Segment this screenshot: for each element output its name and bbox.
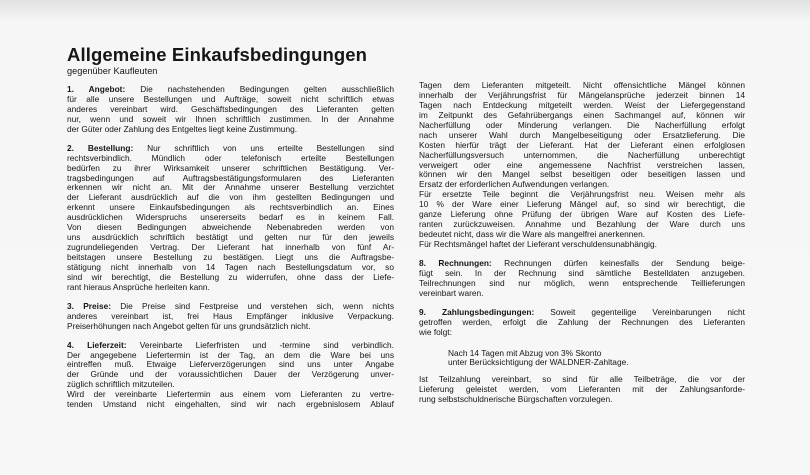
- right-column: [419, 81, 745, 405]
- paragraph-line: Ist Teilzahlung vereinbart, so sind für alle Teilbeträge, die vor der: [419, 375, 745, 385]
- paragraph-line: rant hieraus Ansprüche herleiten kann.: [67, 281, 210, 292]
- paragraph-line: Für ersetzte Teile beginnt die Verjährungsfrist neu. Weisen mehr als: [419, 190, 745, 200]
- paragraph-line: züglich schriftlich mitzuteilen.: [67, 379, 175, 390]
- paragraph-line: verweigert oder eine angemessene Nachfrist verstreichen lassen,: [419, 160, 745, 170]
- section-heading: 1. Angebot:: [67, 85, 126, 94]
- paragraph-line: vereinbart waren.: [419, 287, 484, 298]
- paragraph-line: für alle unsere Bestellungen und Aufträge, soweit nicht schriftlich etwas: [67, 94, 394, 104]
- paragraph-line: tenden Umstand nicht eingehalten, sind wir nach ergebnislosem Ablauf: [67, 400, 394, 410]
- paragraph-line: eintreffen muß. Etwaige Lieferverzögerungen sind uns unter Angabe: [67, 360, 394, 370]
- paragraph-line: 10 % der Ware einer Lieferung Mängel auf, so sind wir berechtigt, die: [419, 200, 745, 210]
- paragraph-line: rechtsverbindlich. Mündlich oder telefonisch erteilte Bestellungen: [67, 153, 394, 163]
- section-heading: 4. Lieferzeit:: [67, 340, 127, 350]
- paragraph-line: können wir den Mangel selbst beseitigen oder beseitigen lassen und: [419, 170, 745, 180]
- paragraph-line: Der angegebene Liefertermin ist der Tag, an dem die Ware bei uns: [67, 350, 394, 360]
- section-rechnungen: [419, 259, 745, 299]
- paragraph-line: Preiserhöhungen nach Angebot gelten für uns grundsätzlich nicht.: [67, 320, 311, 331]
- paragraph-line: erkennt unsere Einkaufsbedingungen als rechtsverbindlich an. Eines: [67, 203, 394, 213]
- paragraph-line: 4. Lieferzeit: Vereinbarte Lieferfristen und -termine sind verbindlich.: [67, 340, 394, 350]
- section-zahlungsbedingungen: [419, 308, 745, 406]
- paragraph-line: zugrundeliegenden Vertrag. Der Lieferant hat innerhalb von fünf Ar-: [67, 243, 394, 253]
- paragraph-line: der Gründe und der voraussichtlichen Dauer der Verzögerung unver-: [67, 370, 394, 380]
- paragraph-line: Kosten hierfür trägt der Lieferant. Hat der Lieferant einen erfolglosen: [419, 140, 745, 150]
- section-maengel-continuation: [419, 81, 745, 250]
- document-title: Allgemeine Einkaufsbedingungen: [67, 44, 368, 65]
- paragraph-line: Tagen dem Lieferanten mitgeteilt. Nicht offensichtliche Mängel können: [419, 81, 745, 90]
- paragraph-line: Lieferung geleistet werden, vom Lieferanten mit der Zahlungsanforde-: [419, 385, 745, 395]
- paragraph-line: 3. Preise: Die Preise sind Festpreise und verstehen sich, wenn nichts: [67, 301, 394, 311]
- paragraph-line: 2. Bestellung: Nur schriftlich von uns erteilte Bestellungen sind: [67, 143, 394, 153]
- paragraph-line: uns ausdrücklich schriftlich bestätigt und gelten nur für den jeweils: [67, 233, 394, 243]
- paragraph-line: getroffen werden, erfolgt die Zahlung der Rechnungen des Lieferanten: [419, 317, 745, 327]
- paragraph-line: bedeutet nicht, dass wir die Ware als mangelfrei anerkennen.: [419, 229, 646, 240]
- section-preise: [67, 302, 394, 332]
- paragraph-line: ausdrücklichen Widerspruchs unsererseits bedarf es in keinem Fall.: [67, 213, 394, 223]
- paragraph-line: im Zeitpunkt des Gefahrübergangs einen Sachmangel auf, können wir: [419, 110, 745, 120]
- paragraph-line: beitstagen unsere Bestellung zu bestätigen. Liegt uns die Auftragsbe-: [67, 253, 394, 262]
- paragraph-line: nur, wenn und soweit wir Ihnen schriftlich zustimmen. In der Annahme: [67, 114, 394, 124]
- paragraph-line: erkennen wir nicht an. Mit der Annahme unserer Bestellung verzichtet: [67, 183, 394, 193]
- paragraph-line: nach unserer Wahl durch Mangelbeseitigung oder Ersatzlieferung. Die: [419, 130, 745, 140]
- paragraph-line: 1. Angebot: Die nachstehenden Bedingungen gelten ausschließlich: [67, 85, 394, 94]
- paragraph-line: Nacherfüllung oder Minderung verlangen. Die Nacherfüllung erfolgt: [419, 120, 745, 130]
- paragraph-line: tragsbedingungen auf Auftragsbestätigungsformularen des Lieferanten: [67, 173, 394, 183]
- paragraph-line: der Güter oder Zahlung des Entgeltes liegt keine Zustimmung.: [67, 123, 298, 134]
- paragraph-line: anderes vereinbart wird. Geschäftsbedingungen des Lieferanten gelten: [67, 104, 394, 114]
- paragraph-line: sind wir berechtigt, die Bestellung zu widerrufen, ohne dass der Liefe-: [67, 272, 394, 282]
- payment-term-line: Nach 14 Tagen mit Abzug von 3% Skonto: [448, 347, 602, 358]
- paragraph-line: ranten zurückzuweisen. Annahme und Bezahlung der Ware durch uns: [419, 220, 745, 230]
- paragraph-line: 9. Zahlungsbedingungen: Soweit gegenteilige Vereinbarungen nicht: [419, 307, 745, 317]
- section-lieferzeit: [67, 341, 394, 411]
- paragraph-line: rung selbstschuldnerische Bürgschaften vorzulegen.: [419, 394, 613, 405]
- paragraph-line: Nacherfüllungsversuch unternommen, die Nacherfüllung unberechtigt: [419, 150, 745, 160]
- section-heading: 2. Bestellung:: [67, 143, 134, 153]
- paragraph-line: bedürfen zu ihrer Wirksamkeit unserer schriftlichen Bestätigung. Ver-: [67, 163, 394, 173]
- section-heading: 8. Rechnungen:: [419, 258, 492, 268]
- paragraph-line: Für Rechtsmängel haftet der Lieferant verschuldensunabhängig.: [419, 239, 657, 249]
- paragraph-line: innerhalb der Verjährungsfrist für Mängelansprüche jederzeit binnen 14: [419, 90, 745, 100]
- paragraph-line: Teilrechnungen sind nur möglich, wenn entsprechende Teillieferungen: [419, 278, 745, 288]
- paragraph-line: Von diesen Bedingungen abweichende Nebenabreden werden von: [67, 223, 394, 233]
- document-subtitle: gegenüber Kaufleuten: [67, 66, 158, 76]
- payment-term-line: unter Berücksichtigung der WALDNER-Zahltage.: [448, 357, 629, 368]
- paragraph-line: der Lieferant ausdrücklich auf die von ihm gestellten Bedingungen und: [67, 193, 394, 203]
- section-heading: 9. Zahlungsbedingungen:: [419, 307, 535, 317]
- paragraph-line: Wird der vereinbarte Liefertermin aus einem vom Lieferanten zu vertre-: [67, 390, 394, 400]
- paragraph-line: Ersatz der erforderlichen Aufwendungen verlangen.: [419, 179, 610, 190]
- paragraph-line: wie folgt:: [419, 326, 452, 337]
- paragraph-line: stätigung nicht innerhalb von 14 Tagen nach Bestellungsdatum vor, so: [67, 262, 394, 272]
- paragraph-line: Tagen nach Entdeckung mitgeteilt werden. Weist der Liefergegenstand: [419, 100, 745, 110]
- left-column: [67, 85, 394, 410]
- section-bestellung: [67, 144, 394, 293]
- paragraph-line: fügt sein. In der Rechnung sind sämtliche Bestelldaten anzugeben.: [419, 268, 745, 278]
- section-heading: 3. Preise:: [67, 301, 112, 311]
- section-angebot: [67, 85, 394, 135]
- paragraph-line: ganze Lieferung ohne Prüfung der übrigen Ware auf Kosten des Liefe-: [419, 210, 745, 220]
- paragraph-line: anderes vereinbart ist, frei Haus Empfänger inklusive Verpackung.: [67, 311, 394, 321]
- paragraph-line: 8. Rechnungen: Rechnungen dürfen keinesfalls der Sendung beige-: [419, 258, 745, 268]
